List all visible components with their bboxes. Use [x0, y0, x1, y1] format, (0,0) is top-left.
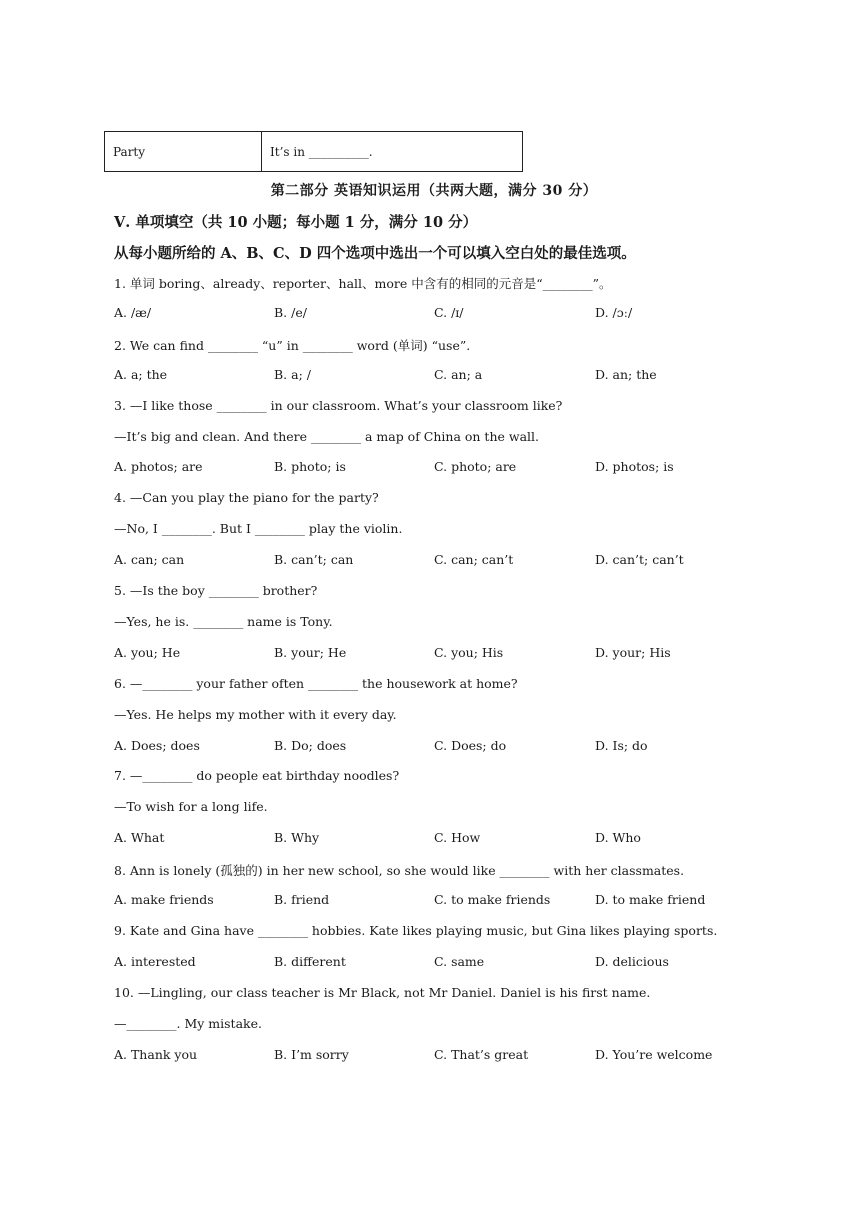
question-text: 4. —Can you play the piano for the party?	[114, 490, 379, 506]
question-text: —No, I ________. But I ________ play the violin.	[114, 521, 403, 537]
question-text: —It’s big and clean. And there ________ a map of China on the wall.	[114, 428, 539, 444]
option-b: B. a; /	[274, 366, 311, 382]
option-a: A. a; the	[114, 366, 168, 382]
option-d: D. to make friend	[595, 892, 706, 907]
option-row	[114, 367, 754, 385]
option-b: B. friend	[274, 892, 330, 907]
section-instruction: 从每小题所给的 A、B、C、D 四个选项中选出一个可以填入空白处的最佳选项。	[114, 245, 636, 262]
table-cell-party: Party	[105, 132, 262, 171]
option-a: A. What	[114, 830, 165, 846]
question-text: 1. 单词 boring、already、reporter、hall、more 中含有的相同的元音是“________”。	[114, 276, 612, 291]
option-row	[114, 645, 754, 663]
option-b: B. I’m sorry	[274, 1046, 349, 1062]
option-d: D. an; the	[595, 366, 657, 382]
section-title: Ⅴ. 单项填空（共 10 小题；每小题 1 分，满分 10 分）	[114, 214, 478, 231]
question-text: 6. —________ your father often ________ the housework at home?	[114, 675, 518, 691]
option-row	[114, 552, 754, 570]
option-b: B. your; He	[274, 644, 347, 660]
option-c: C. an; a	[434, 366, 483, 382]
question-text: —To wish for a long life.	[114, 799, 268, 815]
option-row	[114, 738, 754, 756]
option-b: B. different	[274, 953, 346, 969]
option-row	[114, 954, 754, 972]
part-title: 第二部分 英语知识运用（共两大题，满分 30 分）	[270, 183, 598, 199]
option-c: C. /ɪ/	[434, 304, 464, 320]
option-row	[114, 1047, 754, 1065]
option-d: D. Who	[595, 830, 641, 846]
option-b: B. photo; is	[274, 459, 346, 475]
option-a: A. Thank you	[114, 1046, 198, 1062]
question-text: 3. —I like those ________ in our classroom. What’s your classroom like?	[114, 397, 563, 413]
option-row	[114, 459, 754, 477]
option-c: C. you; His	[434, 644, 504, 660]
option-b: B. Do; does	[274, 737, 347, 753]
question-text: 5. —Is the boy ________ brother?	[114, 583, 318, 598]
option-a: A. Does; does	[114, 737, 200, 753]
option-d: D. Is; do	[595, 737, 648, 753]
option-d: D. You’re welcome	[595, 1046, 713, 1062]
answer-table	[104, 131, 523, 172]
option-c: C. photo; are	[434, 459, 517, 475]
question-text: 7. —________ do people eat birthday noodles?	[114, 768, 400, 784]
option-d: D. delicious	[595, 953, 669, 969]
question-text: 10. —Lingling, our class teacher is Mr Black, not Mr Daniel. Daniel is his first name.	[114, 984, 651, 1000]
option-d: D. /ɔː/	[595, 304, 633, 320]
option-row	[114, 892, 754, 910]
option-d: D. can’t; can’t	[595, 552, 684, 568]
option-d: D. photos; is	[595, 459, 674, 475]
option-row	[114, 305, 754, 323]
option-c: C. can; can’t	[434, 552, 514, 568]
option-a: A. /æ/	[114, 304, 152, 320]
option-c: C. to make friends	[434, 892, 551, 907]
option-c: C. How	[434, 830, 481, 846]
option-a: A. make friends	[114, 892, 214, 907]
option-b: B. /e/	[274, 304, 307, 320]
option-a: A. photos; are	[114, 459, 203, 475]
option-d: D. your; His	[595, 644, 671, 660]
option-c: C. That’s great	[434, 1046, 529, 1062]
option-a: A. you; He	[114, 644, 181, 660]
option-c: C. Does; do	[434, 737, 507, 753]
option-a: A. interested	[114, 953, 196, 969]
option-b: B. Why	[274, 830, 320, 846]
question-text: 8. Ann is lonely (孤独的) in her new school, so she would like ________ with her classmates.	[114, 863, 685, 879]
option-a: A. can; can	[114, 552, 185, 568]
question-text: —Yes. He helps my mother with it every day.	[114, 706, 397, 722]
option-b: B. can’t; can	[274, 552, 354, 568]
question-text: —________. My mistake.	[114, 1015, 262, 1031]
question-text: —Yes, he is. ________ name is Tony.	[114, 613, 333, 629]
table-cell-answer: It’s in __________.	[270, 144, 373, 159]
option-c: C. same	[434, 953, 485, 969]
question-text: 9. Kate and Gina have ________ hobbies. Kate likes playing music, but Gina likes playing sports.	[114, 922, 718, 938]
question-text: 2. We can find ________ “u” in ________ word (单词) “use”.	[114, 337, 471, 353]
option-row	[114, 830, 754, 848]
